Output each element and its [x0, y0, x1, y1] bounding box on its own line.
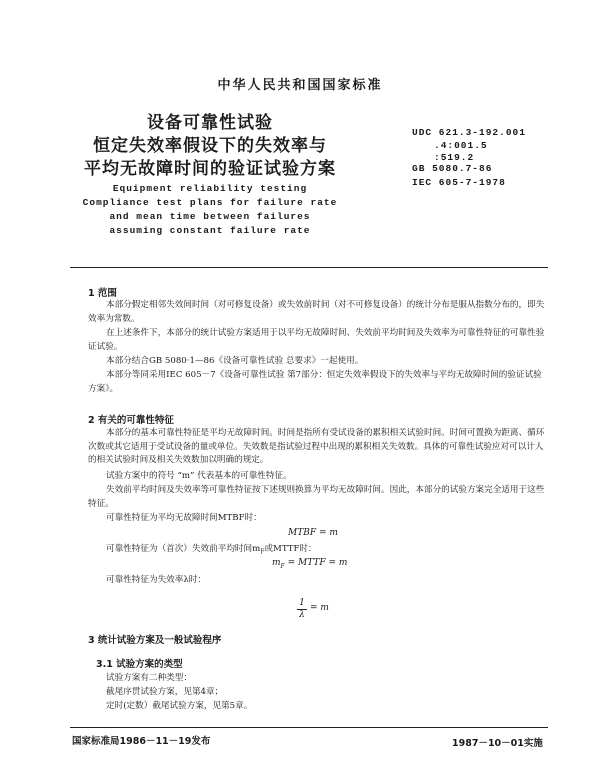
section-1-paragraph-3: 本部分结合GB 5080·1—86《设备可靠性试验 总要求》一起使用。	[106, 356, 364, 366]
section-2-paragraph-3: 失效前平均时间及失效率等可靠性特征按下述规则换算为平均无故障时间。因此，本部分的试验方案完全适用于这些特征。	[88, 485, 545, 509]
udc-code-2: .4:001.5	[434, 140, 488, 151]
gb-code: GB 5080.7-86	[412, 163, 493, 174]
section-2-paragraph-1: 本部分的基本可靠性特征是平均无故障时间。时间是指所有受试设备的累积相关试验时间。时间可置换为距离、循环次数或其它适用于受试设备的量或单位。失效数是指试验过程中出现的累积相关失效数。具体的可靠性试验应对可以计人的相关试验时间及相关失效数加以明确的规定。	[88, 428, 545, 465]
title-line-3: 平均无故障时间的验证试验方案	[84, 159, 336, 179]
fraction-denominator: λ	[299, 610, 305, 620]
equation-mttf: $m_F$ = MTTF = m	[272, 558, 348, 570]
title-line-2: 恒定失效率假设下的失效率与	[93, 136, 327, 156]
plan-types-intro: 试验方案有二种类型：	[106, 673, 192, 683]
effective-date: 1987－10－01实施	[452, 738, 543, 749]
iec-code: IEC 605-7-1978	[412, 177, 506, 188]
section-3-heading: 3 统计试验方案及一般试验程序	[88, 635, 222, 646]
fraction-numerator: 1	[297, 598, 307, 610]
section-1-paragraph-4: 本部分等同采用IEC 605－7《设备可靠性试验 第7部分：恒定失效率假设下的失效率与平均无故障时间的验证试验方案》。	[88, 370, 542, 394]
title-line-1: 设备可靠性试验	[147, 113, 273, 133]
plan-type-sequential: 截尾序贯试验方案，见第4章；	[106, 687, 224, 697]
equation-mtbf: MTBF = m	[288, 528, 338, 538]
english-title-line-1: Equipment reliability testing	[112, 183, 308, 194]
issue-date: 国家标准局1986－11－19发布	[72, 736, 211, 747]
section-3-1-heading: 3.1 试验方案的类型	[96, 659, 183, 670]
udc-code-3: :519.2	[434, 152, 475, 163]
failure-rate-condition: 可靠性特征为失效率λ时：	[106, 575, 206, 585]
section-1-paragraph-2: 在上述条件下，本部分的统计试验方案适用于以平均无故障时间、失效前平均时间及失效率为可靠性特征的可靠性验证试验。	[88, 328, 545, 352]
bottom-divider	[70, 727, 548, 728]
english-title-line-3: and mean time between failures	[109, 211, 311, 222]
equation-lambda-result: = m	[310, 603, 329, 613]
mtbf-condition: 可靠性特征为平均无故障时间MTBF时：	[106, 513, 262, 523]
udc-code-1: UDC 621.3-192.001	[412, 127, 526, 138]
mttf-condition: 可靠性特征为（首次）失效前平均时间$m_F$或MTTF时：	[106, 544, 317, 556]
section-1-heading: 1 范围	[88, 288, 117, 299]
standard-header: 中华人民共和国国家标准	[217, 78, 383, 93]
section-1-paragraph-1: 本部分假定相邻失效间时间（对可修复设备）或失效前时间（对不可修复设备）的统计分布是服从指数分布的，即失效率为常数。	[88, 300, 545, 324]
plan-type-fixed: 定时(定数）截尾试验方案，见第5章。	[106, 701, 253, 711]
english-title-line-4: assuming constant failure rate	[109, 225, 311, 236]
top-divider	[70, 267, 548, 268]
section-2-paragraph-2: 试验方案中的符号 “m” 代表基本的可靠性特征。	[106, 471, 292, 481]
section-2-heading: 2 有关的可靠性特征	[88, 415, 174, 426]
english-title-line-2: Compliance test plans for failure rate	[82, 197, 338, 208]
equation-lambda-fraction	[297, 598, 307, 621]
